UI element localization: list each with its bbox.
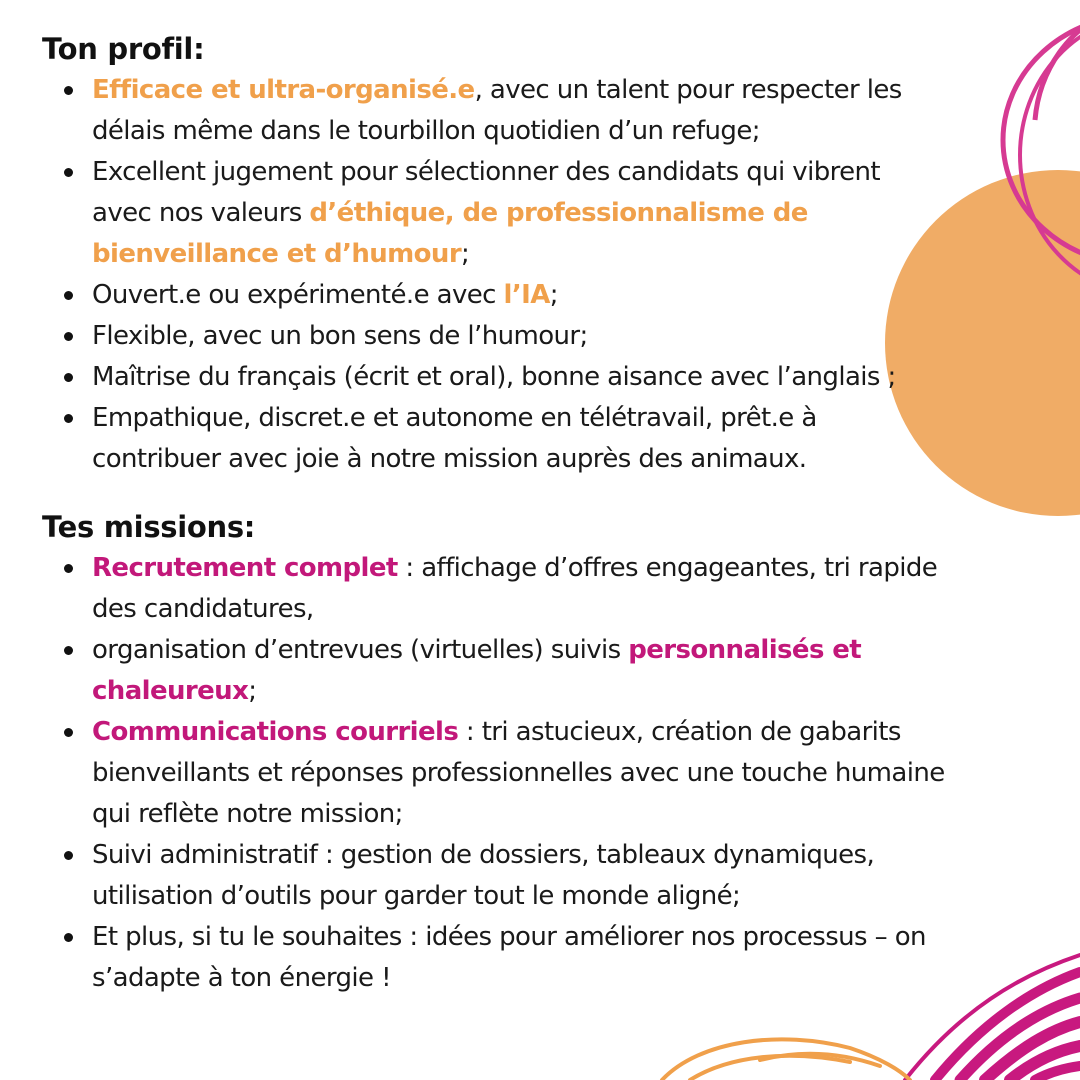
profile-list (42, 70, 972, 480)
highlight-text: d’éthique, de professionnalisme de bienveillance et d’humour (92, 198, 808, 269)
highlight-text: l’IA (503, 280, 550, 310)
orange-bottom-swirl (662, 1039, 910, 1080)
list-item: organisation d’entrevues (virtuelles) suivis personnalisés et chaleureux; (42, 630, 958, 712)
list-item: Flexible, avec un bon sens de l’humour; (42, 316, 908, 357)
highlight-text: Communications courriels (92, 717, 459, 747)
list-item: Empathique, discret.e et autonome en télétravail, prêt.e à contribuer avec joie à notre mission auprès des animaux. (42, 398, 908, 480)
list-item: Et plus, si tu le souhaites : idées pour améliorer nos processus – on s’adapte à ton énergie ! (42, 917, 958, 999)
list-item: Recrutement complet : affichage d’offres engageantes, tri rapide des candidatures, (42, 548, 958, 630)
missions-list (42, 548, 972, 999)
list-item: Ouvert.e ou expérimenté.e avec l’IA; (42, 275, 908, 316)
list-item: Maîtrise du français (écrit et oral), bonne aisance avec l’anglais ; (42, 357, 908, 398)
highlight-text: Efficace et ultra-organisé.e (92, 75, 475, 105)
profile-heading: Ton profil: (42, 32, 205, 66)
list-item: Excellent jugement pour sélectionner des candidats qui vibrent avec nos valeurs d’éthique, de professionnalisme de bienveillance et d’humour; (42, 152, 908, 275)
missions-heading: Tes missions: (42, 510, 256, 544)
content-area (42, 28, 972, 999)
highlight-text: personnalisés et chaleureux (92, 635, 862, 706)
highlight-text: Recrutement complet (92, 553, 398, 583)
list-item: Efficace et ultra-organisé.e, avec un talent pour respecter les délais même dans le tourbillon quotidien d’un refuge; (42, 70, 908, 152)
list-item: Suivi administratif : gestion de dossiers, tableaux dynamiques, utilisation d’outils pour garder tout le monde aligné; (42, 835, 958, 917)
list-item: Communications courriels : tri astucieux, création de gabarits bienveillants et réponses professionnelles avec une touche humaine qui reflète notre mission; (42, 712, 958, 835)
